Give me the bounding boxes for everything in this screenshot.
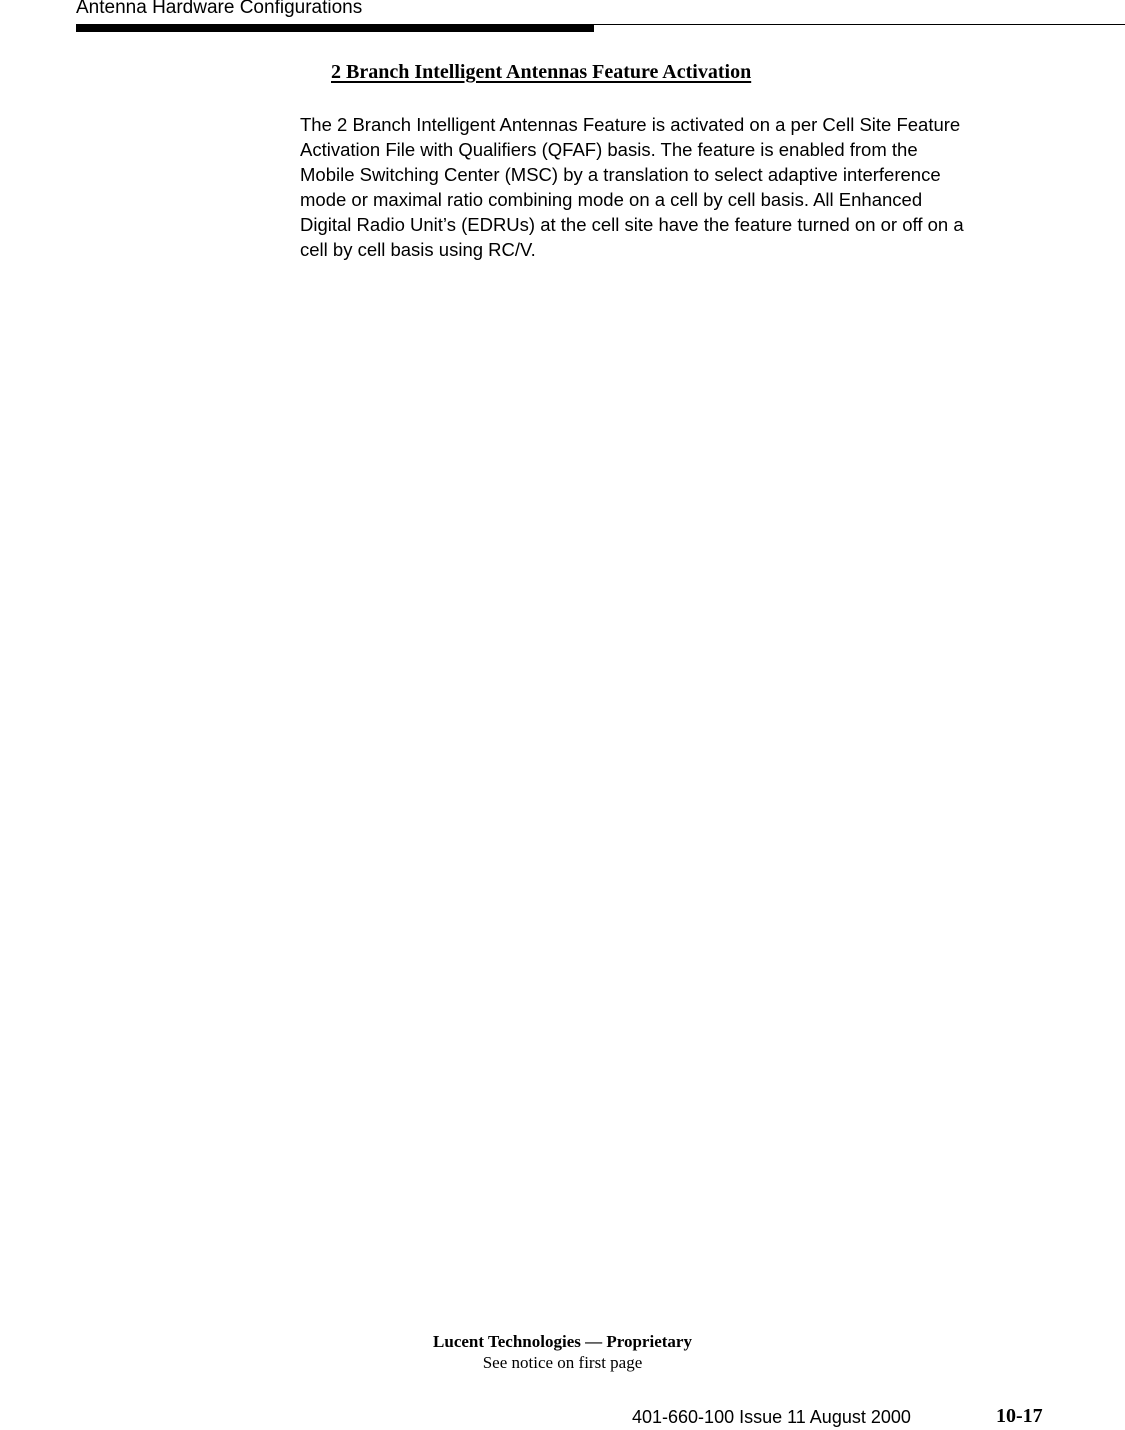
paragraph-line: Activation File with Qualifiers (QFAF) basis. The feature is enabled from the: [300, 139, 918, 160]
section-heading: 2 Branch Intelligent Antennas Feature Activation: [331, 61, 752, 83]
footer-doc-info: 401-660-100 Issue 11 August 2000: [632, 1407, 911, 1427]
paragraph-line: cell by cell basis using RC/V.: [300, 239, 536, 260]
body-paragraph: [300, 112, 1060, 262]
paragraph-line: Mobile Switching Center (MSC) by a translation to select adaptive interference: [300, 164, 941, 185]
footer-company: Lucent Technologies — Proprietary: [433, 1332, 692, 1351]
paragraph-line: The 2 Branch Intelligent Antennas Feature is activated on a per Cell Site Feature: [300, 114, 961, 135]
paragraph-line: Digital Radio Unit’s (EDRUs) at the cell site have the feature turned on or off on a: [300, 214, 964, 235]
running-header-title: Antenna Hardware Configurations: [76, 0, 363, 18]
paragraph-line: mode or maximal ratio combining mode on a cell by cell basis. All Enhanced: [300, 189, 923, 210]
footer-notice: See notice on first page: [482, 1353, 643, 1372]
footer-page-number: 10-17: [996, 1405, 1043, 1427]
header-rule-thick: [76, 25, 594, 32]
